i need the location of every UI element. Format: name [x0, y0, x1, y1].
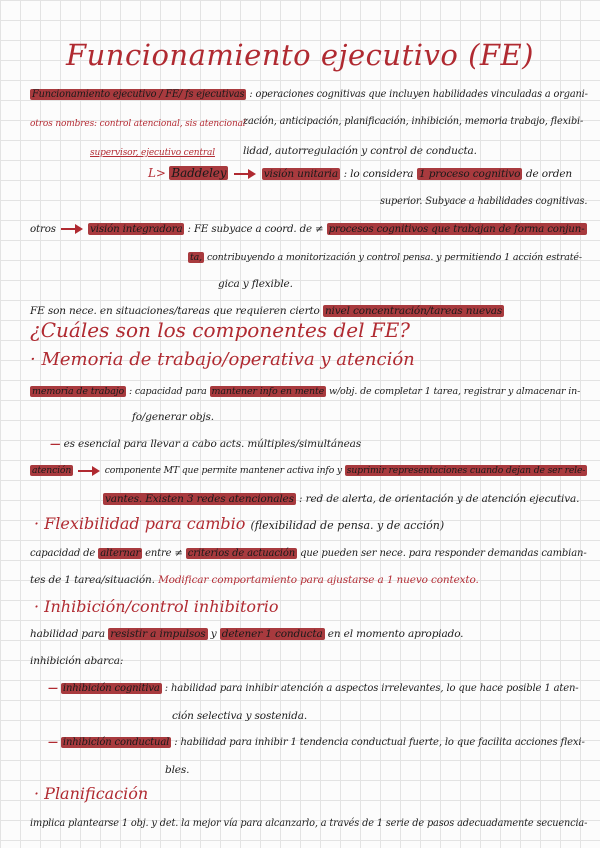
- flexibilidad-l2-a: tes de 1 tarea/situación.: [30, 574, 155, 586]
- otros-label: otros: [30, 223, 56, 235]
- vision-unitaria: visión unitaria: [263, 168, 338, 180]
- dash-icon: —: [48, 737, 58, 748]
- definition-text-3: lidad, autorregulación y control de conducta.: [243, 145, 477, 157]
- nivel-line: [30, 304, 504, 318]
- definition-line-1: [30, 88, 588, 102]
- memoria-text-a: : capacidad para: [128, 386, 207, 397]
- inhibicion-text-a: habilidad para: [30, 628, 106, 640]
- definition-text-1: : operaciones cognitivas que incluyen habilidades vinculadas a organi-: [249, 89, 588, 100]
- baddeley-highlight: 1 proceso cognitivo: [419, 168, 521, 180]
- dash-icon: —: [48, 683, 58, 694]
- inhibicion-conductual-line-2: bles.: [165, 764, 190, 776]
- nivel-highlight: nivel concentración/tareas nuevas: [324, 305, 503, 317]
- memoria-text-b: w/obj. de completar 1 tarea, registrar y almacenar in-: [329, 386, 581, 397]
- integradora-line-3: gica y flexible.: [218, 278, 293, 290]
- inhibicion-highlight-1: resistir a impulsos: [110, 628, 206, 640]
- integradora-highlight: procesos cognitivos que trabajan de forma conjun-: [328, 223, 585, 235]
- atencion-text-a: componente MT que permite mantener activa info y: [104, 465, 342, 476]
- baddeley-line-2: superior. Subyace a habilidades cognitivas.: [380, 196, 588, 207]
- memoria-term: memoria de trabajo: [32, 386, 125, 397]
- atencion-line-1: [30, 464, 587, 478]
- other-names-1: otros nombres: control atencional, sis atencional: [30, 119, 246, 129]
- nivel-text: FE son nece. en situaciones/tareas que requieren cierto: [30, 305, 320, 317]
- atencion-l2-highlight: vantes. Existen 3 redes atencionales: [105, 493, 294, 505]
- inhibicion-abarca: inhibición abarca:: [30, 655, 124, 667]
- inhibicion-line-1: [30, 627, 463, 641]
- branch-marker: L>: [148, 166, 166, 180]
- atencion-line-2: [103, 492, 579, 506]
- integradora-l2-text: contribuyendo a monitorización y control pensa. y permitiendo 1 acción estraté-: [206, 252, 582, 263]
- flexibilidad-text-a: capacidad de: [30, 548, 96, 559]
- inhibicion-text-b: y: [210, 628, 217, 640]
- inhibicion-cognitiva-line-1: [48, 682, 579, 696]
- section-question: ¿Cuáles son los componentes del FE?: [30, 318, 411, 342]
- inhibicion-cognitiva-line-2: ción selectiva y sostenida.: [172, 710, 308, 722]
- other-names-2: supervisor, ejecutivo central: [90, 148, 215, 158]
- memoria-note-text: es esencial para llevar a cabo acts. múltiples/simultáneas: [63, 438, 361, 450]
- definition-term: Funcionamiento ejecutivo / FE/ fs ejecutivas: [32, 89, 245, 100]
- heading-memoria: · Memoria de trabajo/operativa y atención: [30, 349, 415, 370]
- memoria-note: [50, 437, 361, 451]
- inhibicion-conductual-term: inhibición conductual: [62, 737, 170, 748]
- heading-planificacion: · Planificación: [34, 784, 149, 803]
- baddeley-text-b: de orden: [525, 168, 573, 180]
- flexibilidad-l2-red: Modificar comportamiento para ajustarse a 1 nuevo contexto.: [158, 574, 479, 586]
- baddeley-name: Baddeley: [171, 166, 227, 180]
- atencion-highlight: suprimir representaciones cuando dejan de ser rele-: [346, 465, 586, 476]
- heading-flexibilidad: [34, 514, 444, 533]
- atencion-term: atención: [32, 465, 72, 476]
- memoria-highlight: mantener info en mente: [211, 386, 325, 397]
- memoria-line-2: fo/generar objs.: [132, 411, 214, 423]
- inhibicion-text-c: en el momento apropiado.: [327, 628, 464, 640]
- baddeley-text-a: : lo considera: [343, 168, 414, 180]
- arrow-icon: [78, 466, 100, 476]
- inhibicion-conductual-text: : habilidad para inhibir 1 tendencia conductual fuerte, lo que facilita acciones flexi-: [174, 737, 585, 748]
- vision-integradora: visión integradora: [90, 223, 183, 235]
- integradora-line-1: [30, 222, 587, 236]
- inhibicion-cognitiva-text: : habilidad para inhibir atención a aspectos irrelevantes, lo que hace posible 1 aten-: [164, 683, 579, 694]
- flexibilidad-paren: (flexibilidad de pensa. y de acción): [250, 519, 445, 532]
- inhibicion-highlight-2: detener 1 conducta: [221, 628, 323, 640]
- flexibilidad-highlight-2: criterios de actuación: [187, 548, 296, 559]
- flexibilidad-text-c: que pueden ser nece. para responder demandas cambian-: [300, 548, 587, 559]
- atencion-l2-text: : red de alerta, de orientación y de atención ejecutiva.: [299, 493, 580, 505]
- planificacion-line-1: implica plantearse 1 obj. y det. la mejor vía para alcanzarlo, a través de 1 serie de pasos adecuadamente secuencia-: [30, 818, 588, 829]
- flexibilidad-heading: · Flexibilidad para cambio: [34, 514, 246, 533]
- heading-inhibicion: · Inhibición/control inhibitorio: [34, 597, 279, 616]
- baddeley-line-1: [148, 166, 572, 181]
- dash-icon: —: [50, 438, 61, 450]
- arrow-icon: [234, 169, 256, 179]
- arrow-icon: [61, 224, 83, 234]
- inhibicion-cognitiva-term: inhibición cognitiva: [62, 683, 160, 694]
- memoria-line-1: [30, 385, 580, 399]
- flexibilidad-line-1: [30, 547, 587, 561]
- flexibilidad-line-2: [30, 573, 479, 587]
- page-title: Funcionamiento ejecutivo (FE): [65, 38, 534, 72]
- definition-text-2: zación, anticipación, planificación, inhibición, memoria trabajo, flexibi-: [243, 116, 584, 127]
- integradora-l2-highlight: ta,: [190, 252, 203, 263]
- integradora-text-a: : FE subyace a coord. de ≠: [187, 223, 324, 235]
- inhibicion-conductual-line-1: [48, 736, 585, 750]
- flexibilidad-text-b: entre ≠: [145, 548, 183, 559]
- integradora-line-2: [188, 251, 582, 265]
- flexibilidad-highlight-1: alternar: [100, 548, 141, 559]
